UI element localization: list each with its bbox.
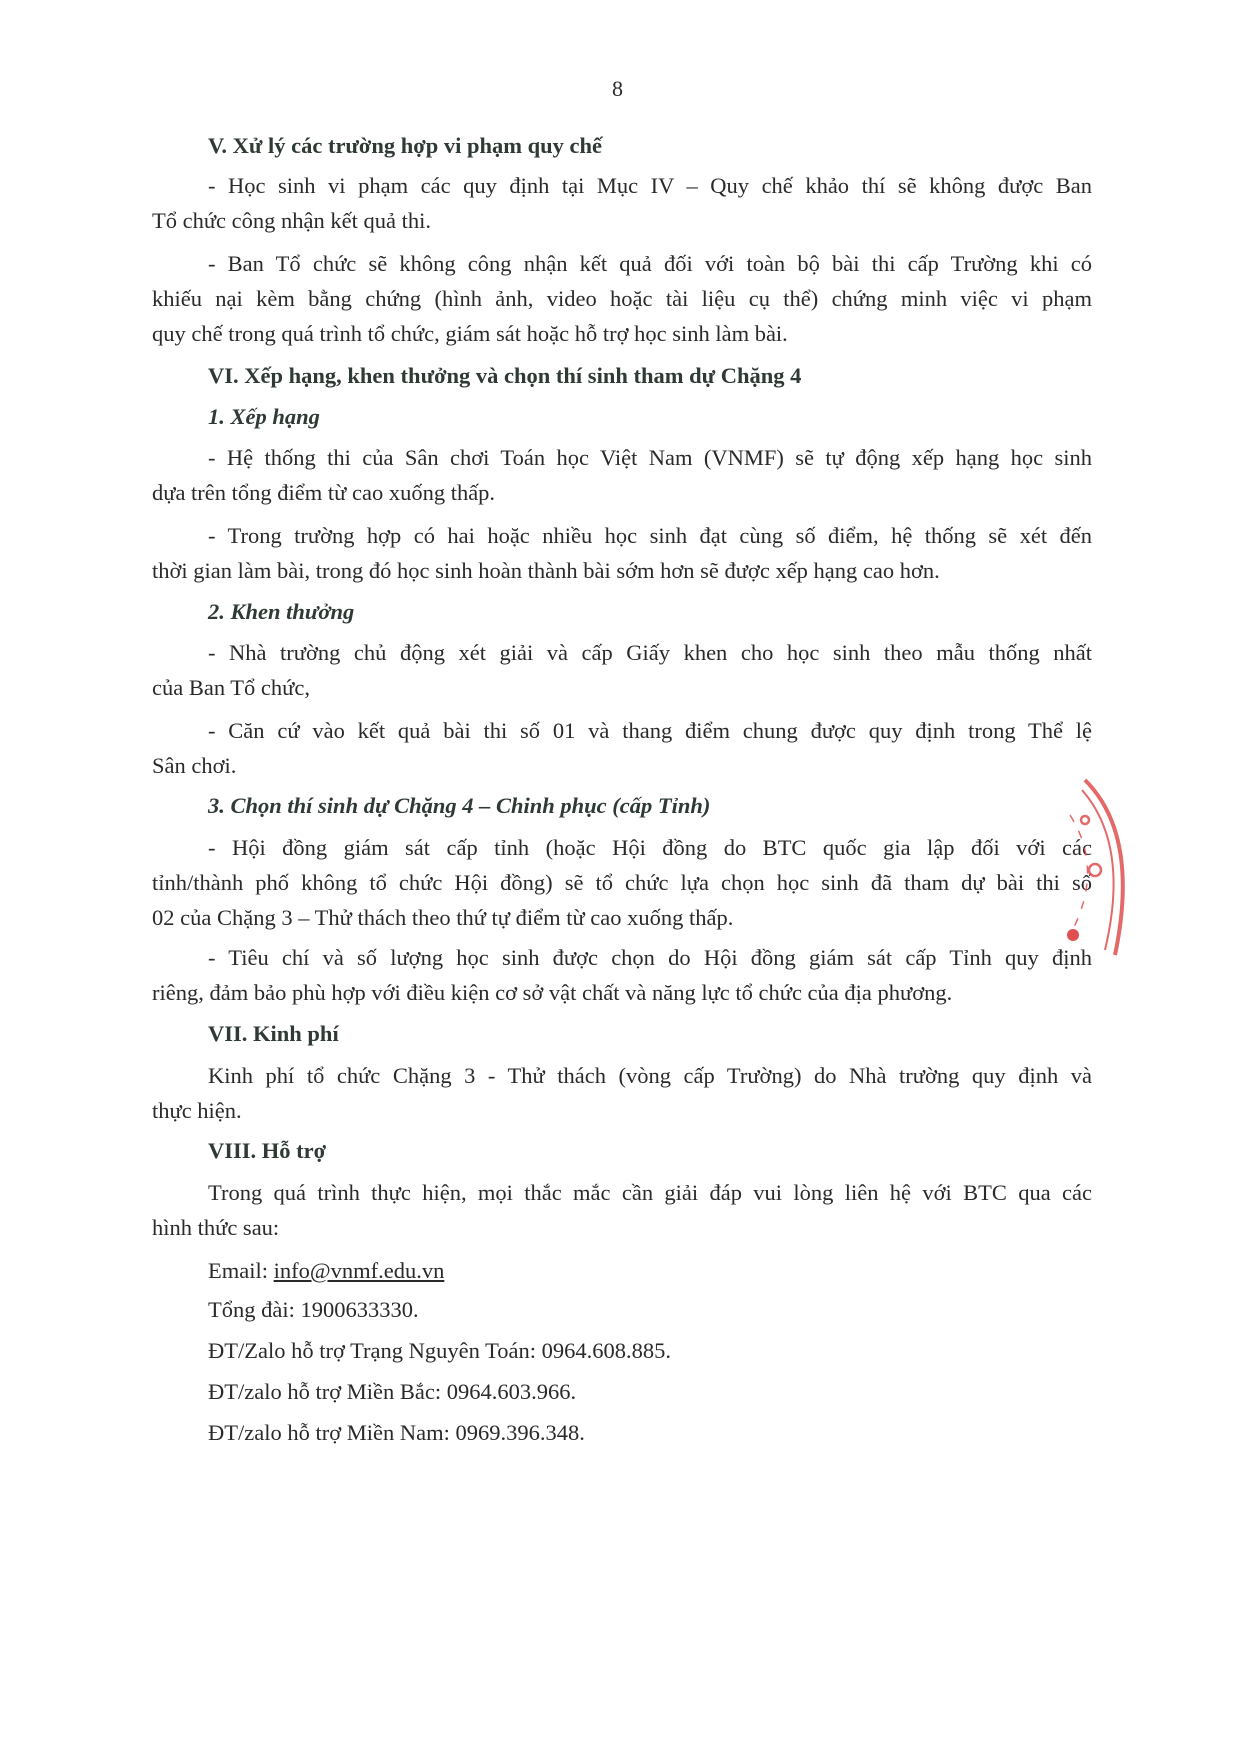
stamp-glyph	[1081, 816, 1089, 824]
paragraph-line: 02 của Chặng 3 – Thử thách theo thứ tự điểm từ cao xuống thấp.	[152, 905, 734, 930]
paragraph-line: dựa trên tổng điểm từ cao xuống thấp.	[152, 480, 496, 505]
paragraph-line: riêng, đảm bảo phù hợp với điều kiện cơ sở vật chất và năng lực tổ chức của địa phương.	[152, 980, 953, 1005]
subheading-chon-thi-sinh: 3. Chọn thí sinh dự Chặng 4 – Chinh phục (cấp Tỉnh)	[208, 793, 711, 818]
section-heading-vii: VII. Kinh phí	[208, 1021, 339, 1046]
paragraph-line: quy chế trong quá trình tổ chức, giám sát hoặc hỗ trợ học sinh làm bài.	[152, 321, 788, 346]
paragraph-line: - Căn cứ vào kết quả bài thi số 01 và thang điểm chung được quy định trong Thể lệ	[208, 718, 1092, 743]
paragraph-line: - Nhà trường chủ động xét giải và cấp Giấy khen cho học sinh theo mẫu thống nhất	[208, 640, 1092, 665]
paragraph-line: - Ban Tổ chức sẽ không công nhận kết quả đối với toàn bộ bài thi cấp Trường khi có	[208, 251, 1092, 276]
paragraph-line: - Trong trường hợp có hai hoặc nhiều học sinh đạt cùng số điểm, hệ thống sẽ xét đến	[208, 523, 1092, 548]
red-seal-stamp	[1060, 775, 1150, 975]
paragraph-line: - Hội đồng giám sát cấp tỉnh (hoặc Hội đồng do BTC quốc gia lập đối với các	[208, 835, 1092, 860]
section-heading-vi: VI. Xếp hạng, khen thưởng và chọn thí sinh tham dự Chặng 4	[208, 363, 802, 388]
paragraph-line: hình thức sau:	[152, 1215, 280, 1240]
stamp-glyph	[1089, 864, 1101, 876]
paragraph-line: - Học sinh vi phạm các quy định tại Mục IV – Quy chế khảo thí sẽ không được Ban	[208, 173, 1092, 198]
paragraph-line: thực hiện.	[152, 1098, 242, 1123]
subheading-khen-thuong: 2. Khen thưởng	[208, 599, 355, 624]
stamp-dot	[1067, 929, 1079, 941]
paragraph-line: Kinh phí tổ chức Chặng 3 - Thử thách (vòng cấp Trường) do Nhà trường quy định và	[208, 1063, 1092, 1088]
contact-mien-nam: ĐT/zalo hỗ trợ Miền Nam: 0969.396.348.	[208, 1420, 585, 1445]
paragraph-line: tỉnh/thành phố không tổ chức Hội đồng) sẽ tổ chức lựa chọn học sinh đã tham dự bài thi số	[152, 870, 1092, 895]
contact-trang-nguyen-toan: ĐT/Zalo hỗ trợ Trạng Nguyên Toán: 0964.608.885.	[208, 1338, 672, 1363]
paragraph-line: Tổ chức công nhận kết quả thi.	[152, 208, 431, 233]
section-heading-viii: VIII. Hỗ trợ	[208, 1138, 327, 1163]
paragraph-line: khiếu nại kèm bằng chứng (hình ảnh, video hoặc tài liệu cụ thể) chứng minh việc vi phạm	[152, 286, 1092, 311]
email-label: Email:	[208, 1258, 274, 1283]
subheading-xep-hang: 1. Xếp hạng	[208, 404, 320, 429]
paragraph-line: thời gian làm bài, trong đó học sinh hoàn thành bài sớm hơn sẽ được xếp hạng cao hơn.	[152, 558, 940, 583]
contact-hotline: Tổng đài: 1900633330.	[208, 1297, 419, 1322]
stamp-text-ring	[1070, 815, 1088, 935]
paragraph-line: - Hệ thống thi của Sân chơi Toán học Việt Nam (VNMF) sẽ tự động xếp hạng học sinh	[208, 445, 1092, 470]
paragraph-line: - Tiêu chí và số lượng học sinh được chọn do Hội đồng giám sát cấp Tỉnh quy định	[208, 945, 1092, 970]
page-number: 8	[612, 76, 623, 101]
paragraph-line: của Ban Tổ chức,	[152, 675, 310, 700]
paragraph-line: Sân chơi.	[152, 753, 237, 778]
section-heading-v: V. Xử lý các trường hợp vi phạm quy chế	[208, 133, 603, 158]
paragraph-line: Trong quá trình thực hiện, mọi thắc mắc cần giải đáp vui lòng liên hệ với BTC qua các	[208, 1180, 1092, 1205]
contact-email	[208, 1257, 444, 1285]
contact-mien-bac: ĐT/zalo hỗ trợ Miền Bắc: 0964.603.966.	[208, 1379, 577, 1404]
email-link[interactable]: info@vnmf.edu.vn	[273, 1258, 445, 1283]
